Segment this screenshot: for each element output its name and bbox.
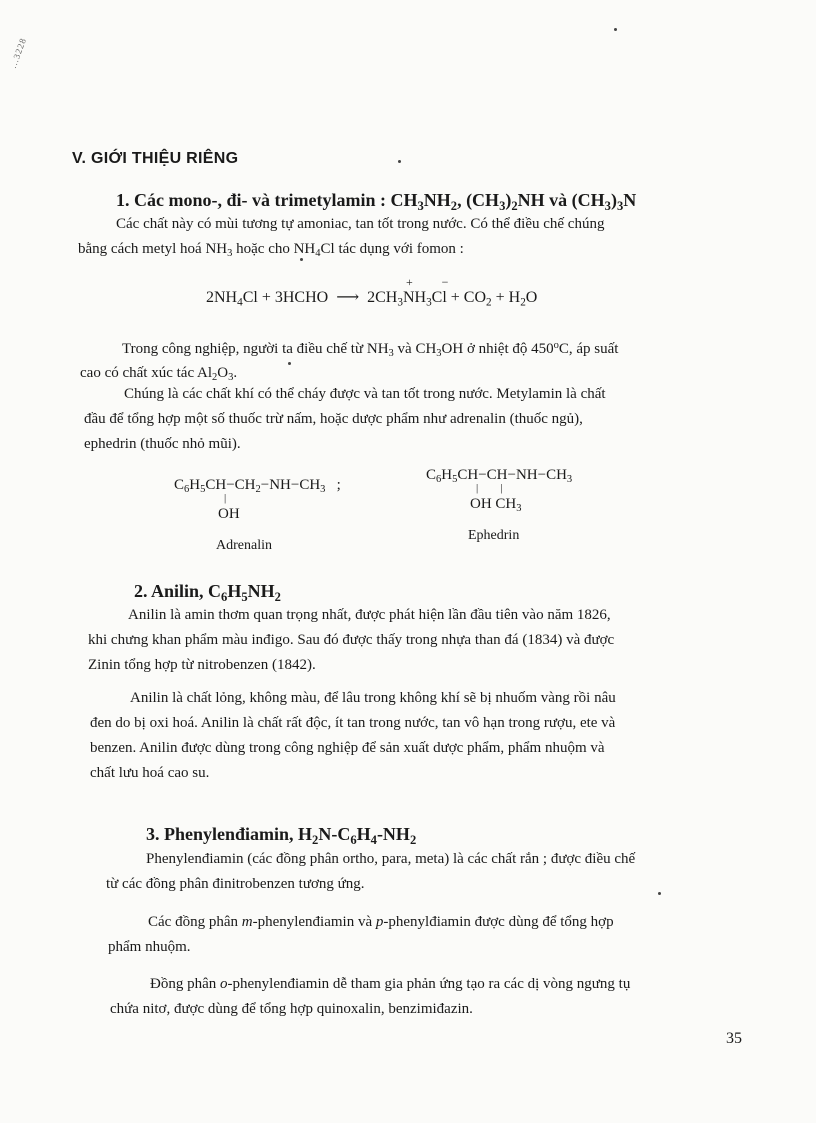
reaction-equation: $2NH_4Cl$ + 3HCHO ⟶ $2CH_3$ + $NH_3$ − $Cl + CO_2 + H_2O$	[206, 275, 538, 309]
heading-section-1: 1. Các mono-, đi- và trimetylamin : $CH_3NH_2$, $(CH_3)_2NH$ và $(CH_3)_3N$	[116, 190, 637, 213]
caption-adrenalin: Adrenalin	[216, 538, 272, 553]
formula-ephedrin-bottom: OH $CH_3$	[470, 496, 522, 515]
formula-ephedrin: $C_6H_5CH-CH-NH-CH_3$	[426, 467, 573, 486]
formula-adrenalin: $C_6H_5CH-CH_2-NH-CH_3$ ;	[174, 477, 341, 496]
bond-line: | |	[476, 482, 503, 494]
paragraph: Anilin là amin thơm quan trọng nhất, được phát hiện lần đầu tiên vào năm 1826, khi chưng khan phẩm màu inđigo. Sau đó được thấy trong nhựa than đá (1834) và được Zinin tổng hợp từ nitrobenzen (1842).	[88, 607, 615, 673]
heading-section-2: 2. Anilin, $C_6H_5NH_2$	[134, 581, 281, 604]
formula-adrenalin-oh: OH	[218, 506, 240, 522]
edge-mark: ...3228	[8, 36, 29, 70]
paragraph: Các đồng phân m-phenylenđiamin và p-phenylđiamin được dùng để tổng hợp phẩm nhuộm.	[108, 914, 614, 955]
paragraph-cont: cao có chất xúc tác $Al_2O_3$.	[80, 365, 238, 384]
heading-section-3: 3. Phenylenđiamin, $H_2N-C_6H_4-NH_2$	[146, 824, 417, 847]
paragraph-cont: bằng cách metyl hoá $NH_3$ hoặc cho $NH_4Cl$ tác dụng với fomon :	[78, 241, 464, 260]
page-number: 35	[726, 1030, 742, 1047]
speck	[614, 28, 617, 31]
bond-line: |	[224, 492, 227, 504]
speck	[398, 160, 401, 163]
caption-ephedrin: Ephedrin	[468, 528, 520, 543]
paragraph: Đồng phân o-phenylenđiamin dễ tham gia phản ứng tạo ra các dị vòng ngưng tụ chứa nitơ, được dùng để tổng hợp quinoxalin, benzimiđazin.	[110, 976, 631, 1017]
section-title: V. GIỚI THIỆU RIÊNG	[72, 150, 239, 167]
paragraph: Trong công nghiệp, người ta điều chế từ $NH_3$ và $CH_3OH$ ở nhiệt độ 450$^o$C, áp suất	[122, 339, 619, 360]
paragraph: Anilin là chất lỏng, không màu, để lâu trong không khí sẽ bị nhuốm vàng rồi nâu đen do bị oxi hoá. Anilin là chất rất độc, ít tan trong nước, tan vô hạn trong rượu, ete và benzen. Anilin được dùng trong công nghiệp để sản xuất dược phẩm, phẩm nhuộm và chất lưu hoá cao su.	[90, 690, 616, 781]
heading-text: 1. Các mono-, đi- và trimetylamin :	[116, 190, 386, 210]
paragraph: Chúng là các chất khí có thể cháy được và tan tốt trong nước. Metylamin là chất đầu để tổng hợp một số thuốc trừ nấm, hoặc dược phẩm như adrenalin (thuốc ngủ), ephedrin (thuốc nhỏ mũi).	[84, 386, 606, 452]
paragraph: Các chất này có mùi tương tự amoniac, tan tốt trong nước. Có thể điều chế chúng	[116, 216, 605, 232]
paragraph: Phenylenđiamin (các đồng phân ortho, para, meta) là các chất rắn ; được điều chế từ các đồng phân đinitrobenzen tương ứng.	[106, 851, 636, 892]
